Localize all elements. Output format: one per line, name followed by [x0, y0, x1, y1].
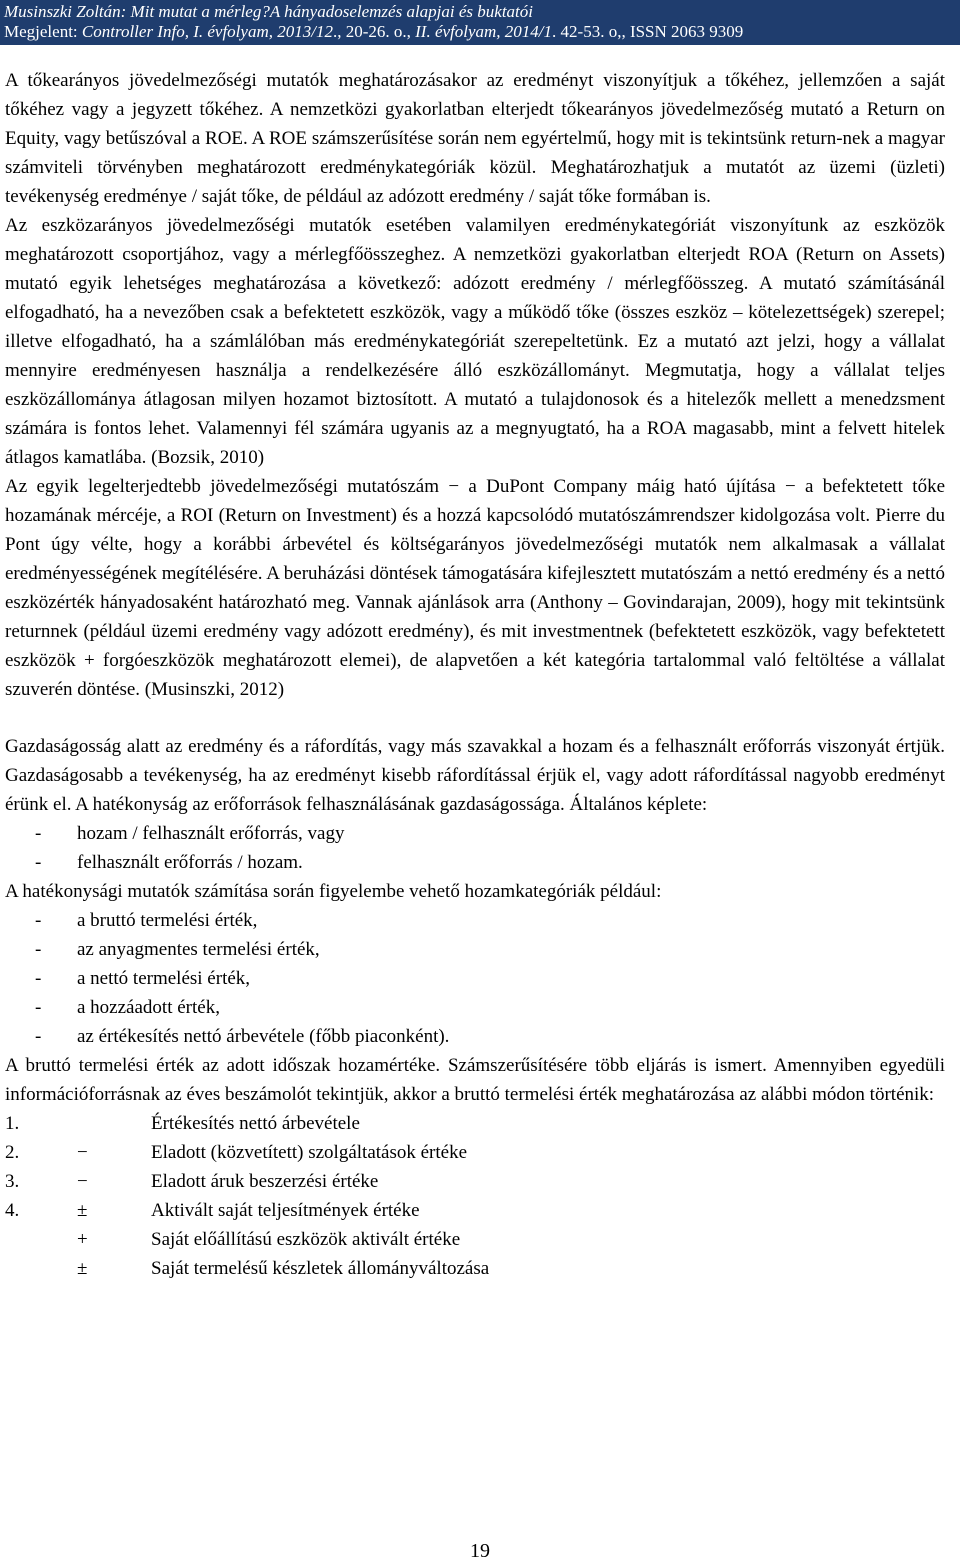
citation-prefix: Megjelent: [4, 22, 82, 41]
step-operator: ± [77, 1200, 88, 1221]
list-dash: - [35, 910, 42, 931]
step-number: 2. [5, 1142, 20, 1163]
citation-source-1: Controller Info, I. évfolyam, 2013/12 [81, 22, 333, 41]
step-number: 3. [5, 1171, 20, 1192]
step-row [5, 1109, 945, 1138]
list-dash: - [35, 823, 42, 844]
step-number: 4. [5, 1200, 20, 1221]
list-item [5, 1022, 945, 1051]
list-item [5, 848, 945, 877]
calculation-steps [5, 1109, 945, 1283]
step-row [5, 1138, 945, 1167]
step-text: Saját előállítású eszközök aktivált értéke [151, 1229, 461, 1250]
step-row [5, 1225, 945, 1254]
step-operator: ± [77, 1258, 88, 1279]
list-dash: - [35, 852, 42, 873]
list-item-text: a nettó termelési érték, [77, 968, 251, 989]
header-title: Musinszki Zoltán: Mit mutat a mérleg?A hányadoselemzés alapjai és buktatói [4, 2, 534, 21]
list-item [5, 993, 945, 1022]
paragraph-roi: Az egyik legelterjedtebb jövedelmezőségi mutatószám − a DuPont Company máig ható újítása − a befektetett tőke hozamának mércéje, a ROI (Return on Investment) és a hozzá kapcsolódó mutatószámrendszer kidolgozása volt. Pierre du Pont úgy vélte, hogy a korábbi árbevétel és költségarányos jövedelmezőségi mutatók nem alkalmasak a vállalat eredményességének megítélésére. A beruházási döntések támogatására kifejlesztett mutatószám a nettó eredmény és a nettó eszközérték hányadosaként határozható meg. Vannak ajánlások arra (Anthony – Govindarajan, 2009), hogy mit tekintsünk returnnek (például üzemi eredmény vagy adózott eredmény), és mit investmentnek (befektetett eszközök, vagy befektetett eszközök + forgóeszközök meghatározott elemei), de alapvetően a két kategória tartalommal való feltöltése a vállalat szuverén döntése. (Musinszki, 2012) [5, 476, 945, 700]
paragraph-hozamkategoriak: A hatékonysági mutatók számítása során figyelembe vehető hozamkategóriák például: [5, 881, 662, 902]
step-text: Aktivált saját teljesítmények értéke [151, 1200, 420, 1221]
category-list [5, 906, 945, 1051]
paragraph-brutto: A bruttó termelési érték az adott időszak hozamértéke. Számszerűsítésére több eljárás is ismert. Amennyiben egyedüli információforrásnak az éves beszámolót tekintjük, akkor a bruttó termelési érték meghatározása az alábbi módon történik: [5, 1055, 945, 1105]
step-row [5, 1167, 945, 1196]
paragraph-gazdasagossag: Gazdaságosság alatt az eredmény és a ráfordítás, vagy más szavakkal a hozam és a felhasznált erőforrás viszonyát értjük. Gazdaságosabb a tevékenység, ha az eredményt kisebb ráfordítással érjük el, vagy adott ráfordítással nagyobb eredményt érünk el. A hatékonyság az erőforrások felhasználásának gazdaságossága. Általános képlete: [5, 736, 945, 815]
step-row [5, 1196, 945, 1225]
list-item-text: a bruttó termelési érték, [77, 910, 258, 931]
list-dash: - [35, 939, 42, 960]
list-item [5, 906, 945, 935]
body-text [5, 66, 945, 1283]
citation-pages-2: . 42-53. o,, ISSN 2063 9309 [552, 22, 744, 41]
citation-source-2: II. évfolyam, 2014/1 [415, 22, 553, 41]
list-item [5, 964, 945, 993]
list-item-text: az értékesítés nettó árbevétele (főbb piaconként). [77, 1026, 450, 1047]
step-text: Eladott áruk beszerzési értéke [151, 1171, 379, 1192]
citation-pages-1: ., 20-26. o., [332, 22, 416, 41]
paragraph-roa: Az eszközarányos jövedelmezőségi mutatók esetében valamilyen eredménykategóriát viszonyítunk az eszközök meghatározott csoportjához, vagy a mérlegfőösszeghez. A nemzetközi gyakorlatban elterjedt ROA (Return on Assets) mutató egyik lehetséges meghatározása a következő: adózott eredmény / mérlegfőösszeg. A mutató számításánál elfogadható, ha a nevezőben csak a befektetett eszközök, vagy a működő tőke (összes eszköz – kötelezettségek) szerepel; illetve elfogadható, ha a számlálóban más eredménykategóriát szerepeltetünk. Ez a mutató azt jelzi, hogy a vállalat mennyire eredményesen használja a rendelkezésére álló eszközállományt. Megmutatja, hogy a vállalat teljes eszközállománya átlagosan milyen hozamot biztosított. A mutató a tulajdonosok és a hitelezők mellett a menedzsment számára is fontos lehet. Valamennyi fél számára ugyanis az a megnyugtató, ha a ROA magasabb, mint a felvett hitelek átlagos kamatlába. (Bozsik, 2010) [5, 215, 945, 468]
page-header [0, 0, 960, 45]
step-operator: + [77, 1229, 88, 1250]
step-operator: − [77, 1171, 88, 1192]
step-text: Eladott (közvetített) szolgáltatások értéke [151, 1142, 468, 1163]
paragraph-roe: A tőkearányos jövedelmezőségi mutatók meghatározásakor az eredményt viszonyítjuk a tőkéhez, jellemzően a saját tőkéhez vagy a jegyzett tőkéhez. A nemzetközi gyakorlatban elterjedt tőkearányos jövedelmezőség mutató a Return on Equity, vagy betűszóval a ROE. A ROE számszerűsítése során nem egyértelmű, hogy mit is tekintsünk return-nek a magyar számviteli törvényben meghatározott eredménykategóriák közül. Meghatározhatjuk a mutatót az üzemi (üzleti) tevékenység eredménye / saját tőke, de például az adózott eredmény / saját tőke formában is. [5, 70, 945, 207]
paragraph-gap [5, 704, 945, 732]
list-item-text: hozam / felhasznált erőforrás, vagy [77, 823, 345, 844]
list-dash: - [35, 1026, 42, 1047]
step-text: Értékesítés nettó árbevétele [151, 1113, 360, 1134]
formula-list [5, 819, 945, 877]
list-item-text: felhasznált erőforrás / hozam. [77, 852, 303, 873]
step-number: 1. [5, 1113, 20, 1134]
list-item [5, 935, 945, 964]
step-operator: − [77, 1142, 88, 1163]
list-dash: - [35, 997, 42, 1018]
list-item-text: az anyagmentes termelési érték, [77, 939, 320, 960]
step-row [5, 1254, 945, 1283]
header-citation [4, 22, 956, 42]
page-number: 19 [470, 1540, 490, 1562]
step-text: Saját termelésű készletek állományváltozása [151, 1258, 490, 1279]
list-item [5, 819, 945, 848]
list-dash: - [35, 968, 42, 989]
list-item-text: a hozzáadott érték, [77, 997, 220, 1018]
